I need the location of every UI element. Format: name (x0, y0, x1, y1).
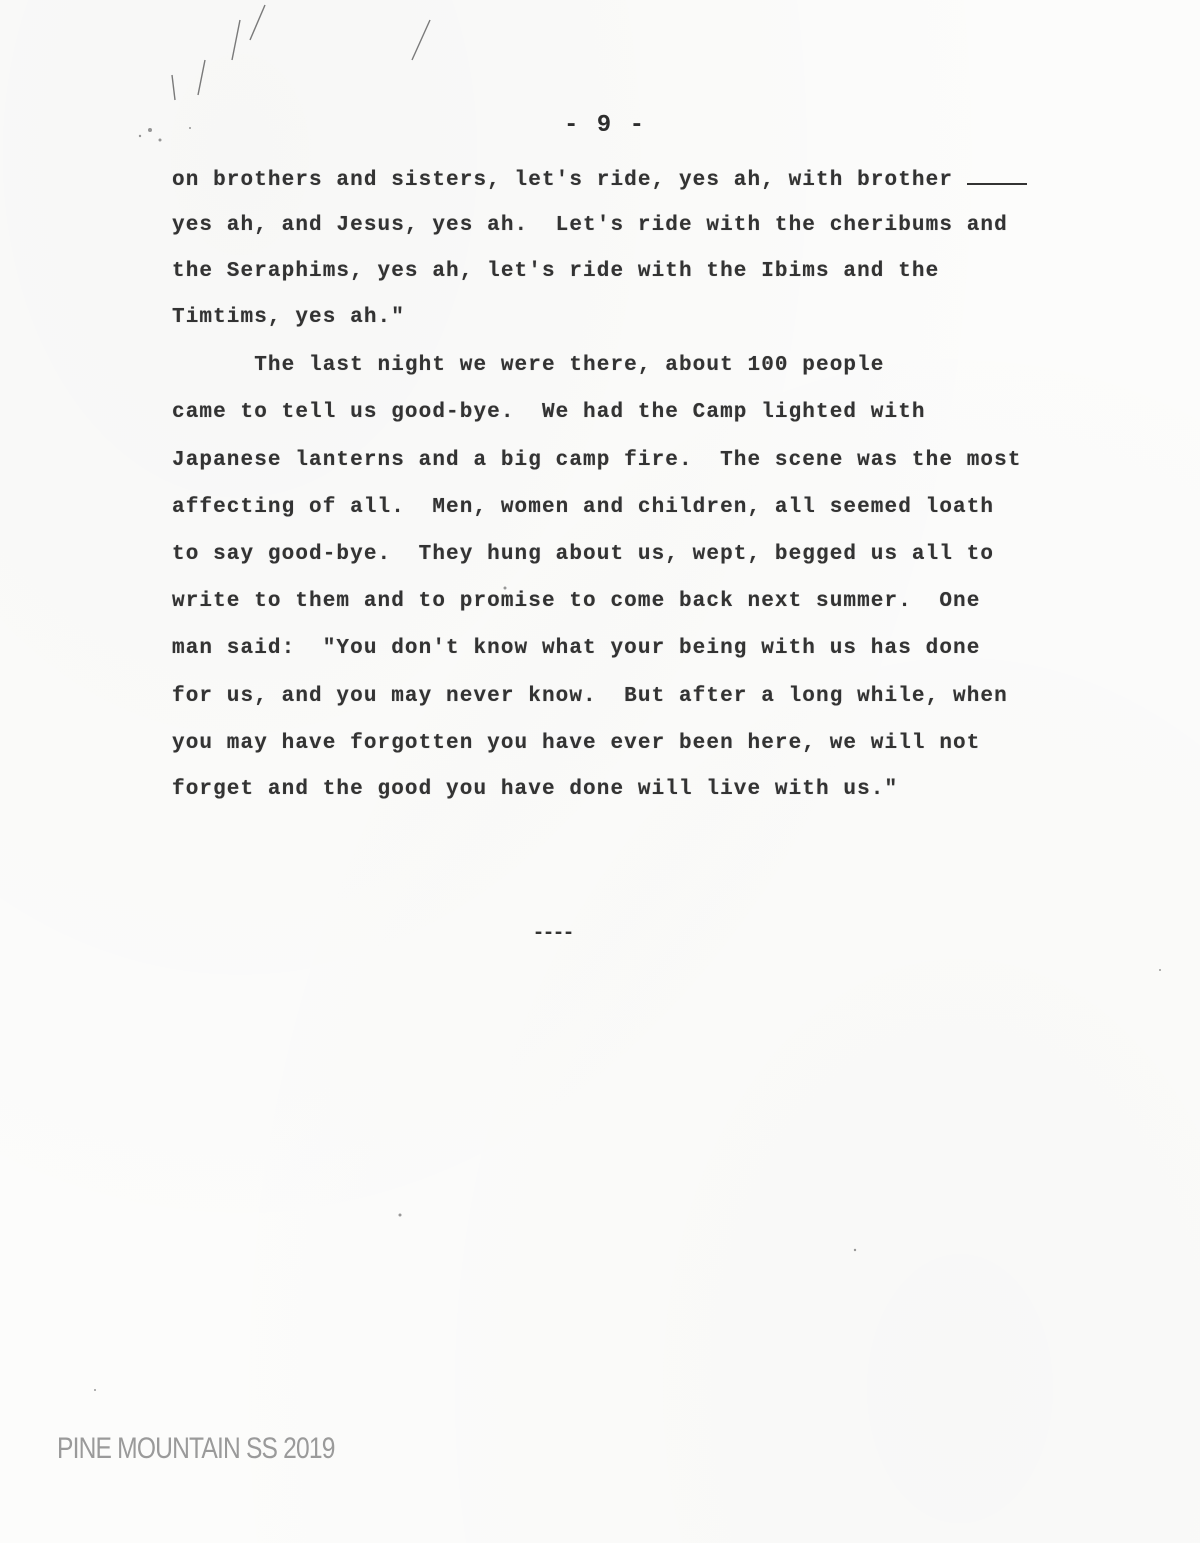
page-number: - 9 - (563, 112, 646, 139)
text-line-9: to say good-bye. They hung about us, wept, begged us all to (172, 543, 995, 566)
text-line-7: Japanese lanterns and a big camp fire. The scene was the most (172, 449, 1022, 472)
text-line-4: Timtims, yes ah." (172, 306, 405, 329)
text-line-12: for us, and you may never know. But after a long while, when (172, 685, 1008, 708)
text-line-5: The last night we were there, about 100 people (172, 354, 885, 377)
end-mark: ---- (532, 922, 573, 945)
text-line-14: forget and the good you have done will live with us." (172, 778, 899, 801)
text-line-6: came to tell us good-bye. We had the Camp lighted with (172, 401, 926, 424)
watermark: PINE MOUNTAIN SS 2019 (57, 1432, 335, 1465)
text-line-10: write to them and to promise to come back next summer. One (172, 590, 981, 613)
text-line-1 (172, 165, 1027, 195)
blank-underline (967, 165, 1027, 185)
text-line-13: you may have forgotten you have ever been here, we will not (172, 732, 981, 755)
text-line-2: yes ah, and Jesus, yes ah. Let's ride with the cheribums and (172, 214, 1008, 237)
text-line-8: affecting of all. Men, women and children, all seemed loath (172, 496, 995, 519)
text-line-3: the Seraphims, yes ah, let's ride with the Ibims and the (172, 260, 940, 283)
text-line-content: on brothers and sisters, let's ride, yes ah, with brother (172, 169, 954, 192)
text-line-11: man said: "You don't know what your being with us has done (172, 637, 981, 660)
